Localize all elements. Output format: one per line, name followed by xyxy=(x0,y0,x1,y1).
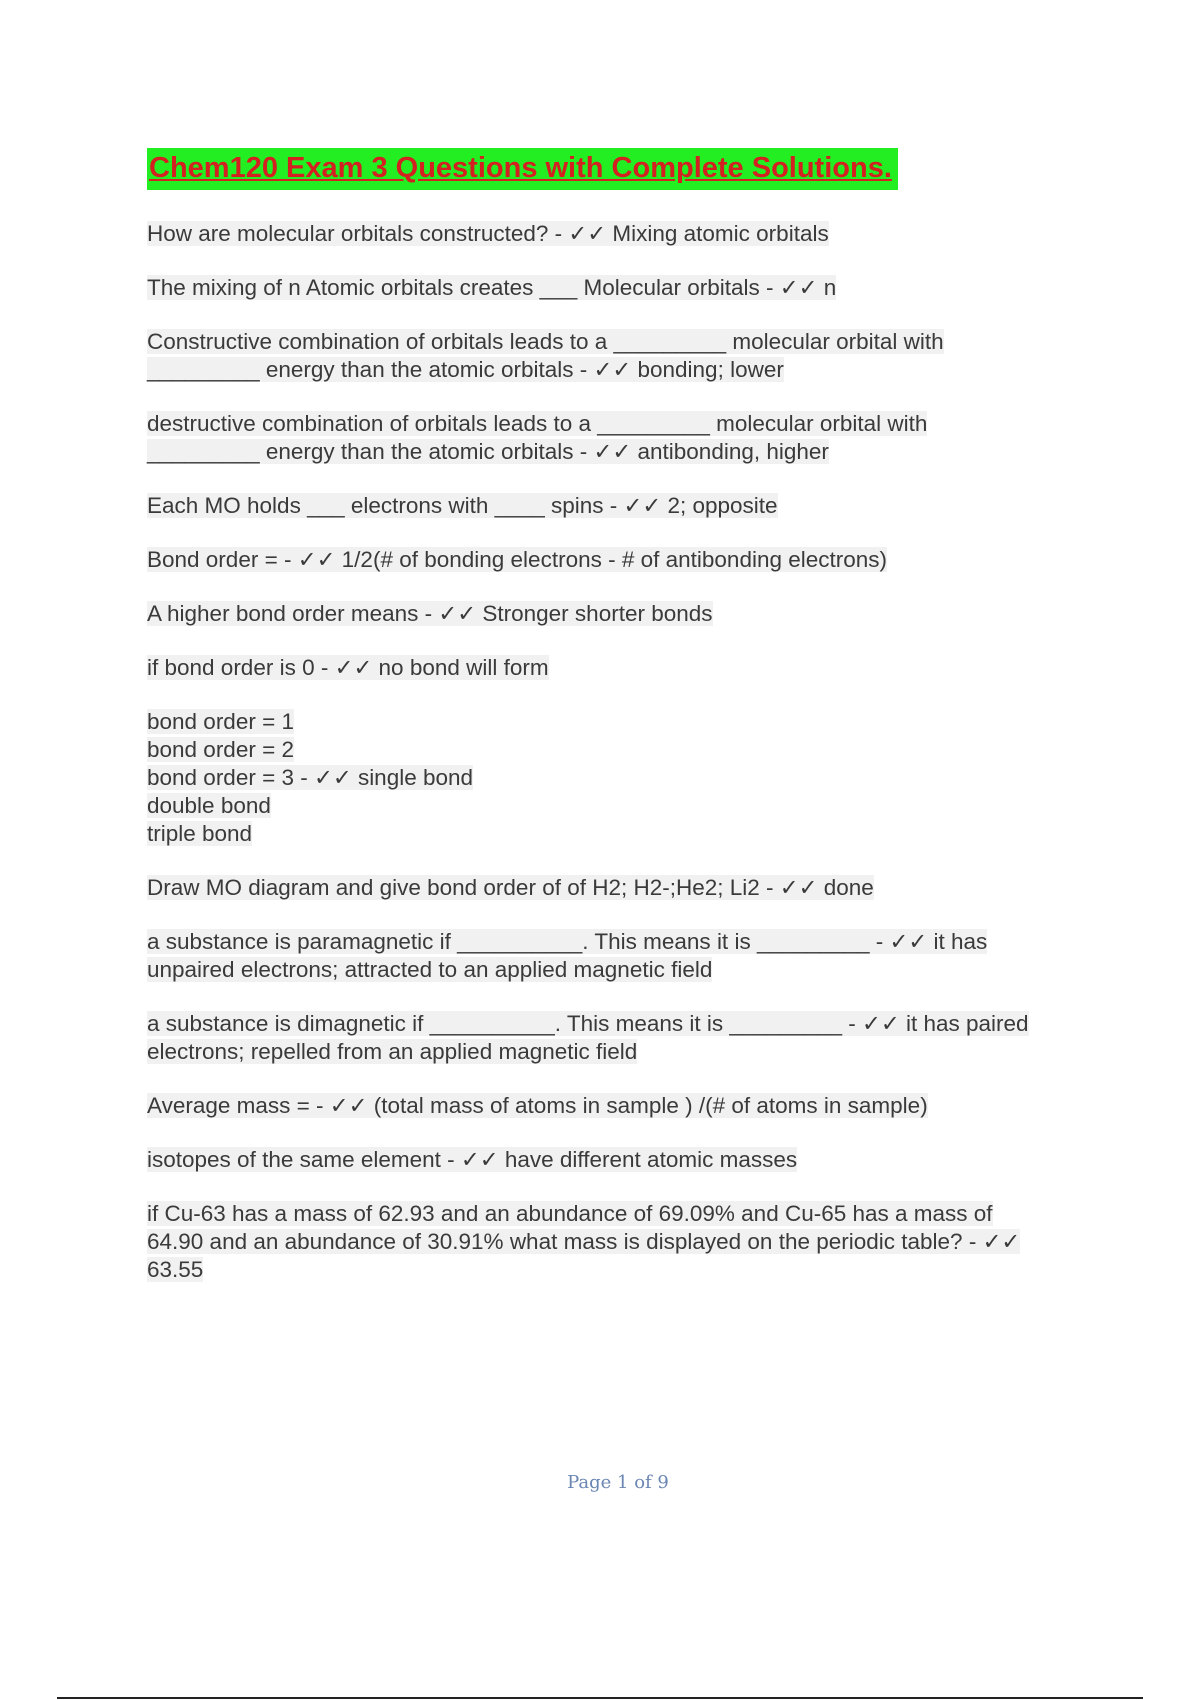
qa-item xyxy=(147,874,1087,902)
qa-item xyxy=(147,654,1087,682)
qa-item xyxy=(147,600,1087,628)
qa-text: Draw MO diagram and give bond order of of H2; H2-;He2; Li2 - ✓✓ done xyxy=(147,875,874,900)
qa-text: Average mass = - ✓✓ (total mass of atoms in sample ) /(# of atoms in sample) xyxy=(147,1093,928,1118)
qa-item xyxy=(147,492,1087,520)
qa-item xyxy=(147,220,1087,248)
page-number: Page 1 of 9 xyxy=(567,1472,669,1493)
qa-list xyxy=(147,220,1087,1310)
qa-text: destructive combination of orbitals leads to a _________ molecular orbital with _________ energy than the atomic orbitals - ✓✓ antibonding, higher xyxy=(147,411,928,464)
qa-text: Constructive combination of orbitals leads to a _________ molecular orbital with _________ energy than the atomic orbitals - ✓✓ bonding; lower xyxy=(147,329,944,382)
qa-item xyxy=(147,1146,1087,1174)
qa-text: a substance is dimagnetic if __________. This means it is _________ - ✓✓ it has paired electrons; repelled from an applied magnetic field xyxy=(147,1011,1029,1064)
qa-text: if bond order is 0 - ✓✓ no bond will form xyxy=(147,655,549,680)
qa-item xyxy=(147,328,1087,384)
qa-item xyxy=(147,274,1087,302)
bottom-divider xyxy=(57,1697,1143,1699)
qa-text: How are molecular orbitals constructed? - ✓✓ Mixing atomic orbitals xyxy=(147,221,829,246)
qa-item xyxy=(147,410,1087,466)
qa-item xyxy=(147,1200,1087,1284)
qa-text: A higher bond order means - ✓✓ Stronger shorter bonds xyxy=(147,601,713,626)
qa-text: a substance is paramagnetic if __________. This means it is _________ - ✓✓ it has unpaired electrons; attracted to an applied magnetic field xyxy=(147,929,988,982)
qa-item xyxy=(147,708,1087,848)
qa-item xyxy=(147,546,1087,574)
qa-text: if Cu-63 has a mass of 62.93 and an abundance of 69.09% and Cu-65 has a mass of 64.90 and an abundance of 30.91% what mass is displayed on the periodic table? - ✓✓ 63.55 xyxy=(147,1201,1021,1282)
qa-text: bond order = 1 bond order = 2 bond order = 3 - ✓✓ single bond double bond triple bond xyxy=(147,709,474,846)
qa-item xyxy=(147,1010,1087,1066)
qa-text: isotopes of the same element - ✓✓ have different atomic masses xyxy=(147,1147,798,1172)
qa-text: Bond order = - ✓✓ 1/2(# of bonding electrons - # of antibonding electrons) xyxy=(147,547,888,572)
qa-item xyxy=(147,928,1087,984)
qa-text: Each MO holds ___ electrons with ____ spins - ✓✓ 2; opposite xyxy=(147,493,778,518)
qa-item xyxy=(147,1092,1087,1120)
document-title: Chem120 Exam 3 Questions with Complete Solutions. xyxy=(147,148,898,190)
qa-text: The mixing of n Atomic orbitals creates ___ Molecular orbitals - ✓✓ n xyxy=(147,275,837,300)
